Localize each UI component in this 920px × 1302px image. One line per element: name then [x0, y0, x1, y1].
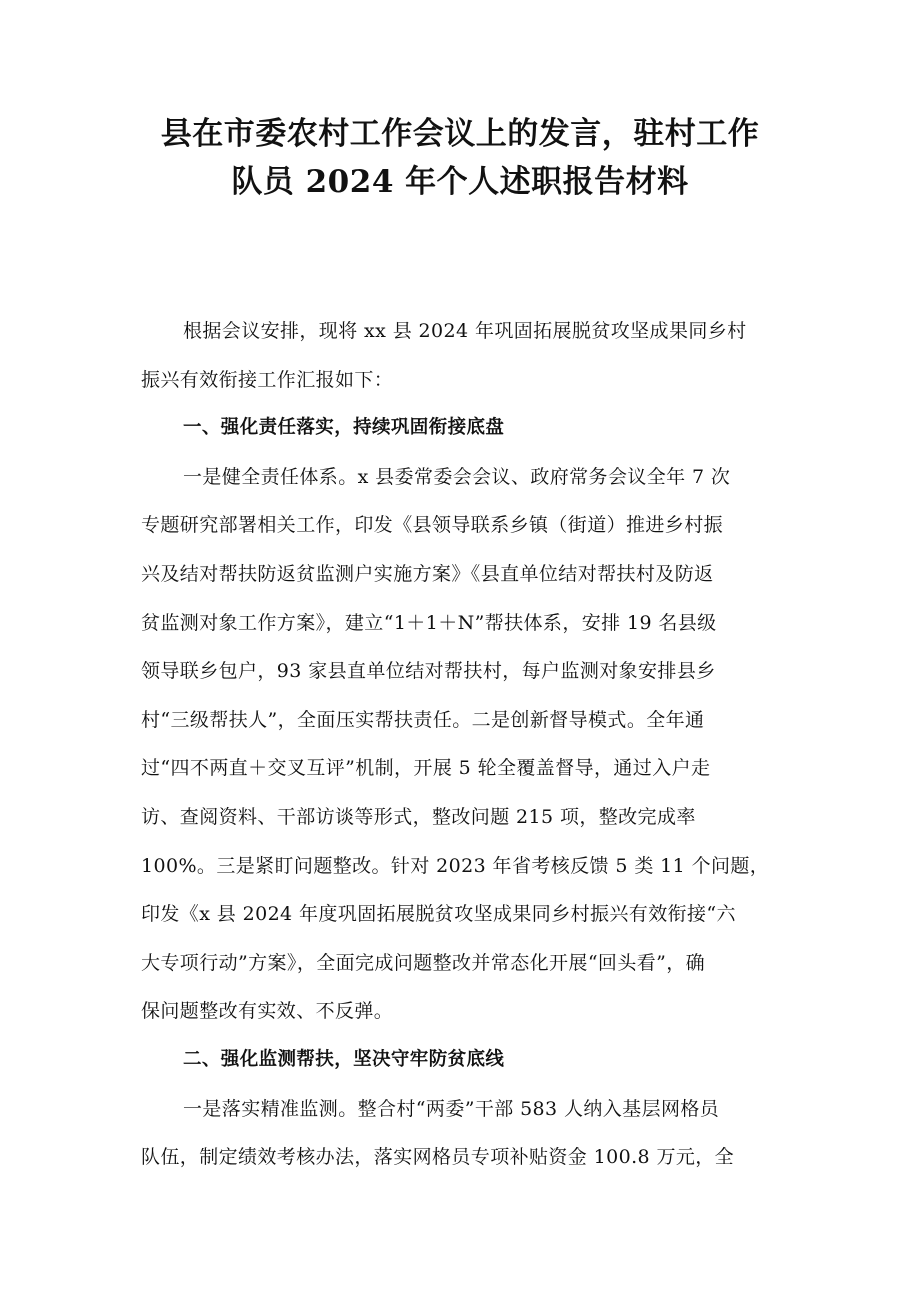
document-title — [100, 110, 820, 206]
title-line-1: 县在市委农村工作会议上的发言，驻村工作 — [160, 116, 760, 152]
text-line: 振兴有效衔接工作汇报如下： — [141, 368, 394, 391]
text-line: 兴及结对帮扶防返贫监测户实施方案》《县直单位结对帮扶村及防返 — [141, 562, 714, 585]
text-line: 一是落实精准监测。整合村“两委”干部 583 人纳入基层网格员 — [183, 1097, 720, 1120]
text-line: 100%。三是紧盯问题整改。针对 2023 年省考核反馈 5 类 11 个问题， — [141, 854, 770, 877]
text-line: 村“三级帮扶人”，全面压实帮扶责任。二是创新督导模式。全年通 — [141, 708, 705, 731]
section-heading: 一、强化责任落实，持续巩固衔接底盘 — [183, 417, 505, 439]
section-heading: 二、强化监测帮扶，坚决守牢防贫底线 — [183, 1048, 505, 1070]
text-line: 大专项行动”方案》，全面完成问题整改并常态化开展“回头看”，确 — [141, 951, 706, 974]
text-line: 领导联乡包户，93 家县直单位结对帮扶村，每户监测对象安排县乡 — [141, 660, 716, 683]
title-line-2: 队员 2024 年个人述职报告材料 — [231, 164, 689, 200]
text-line: 印发《x 县 2024 年度巩固拓展脱贫攻坚成果同乡村振兴有效衔接“六 — [141, 903, 736, 926]
text-line: 贫监测对象工作方案》，建立“1＋1＋N”帮扶体系，安排 19 名县级 — [141, 611, 717, 634]
text-line: 队伍，制定绩效考核办法，落实网格员专项补贴资金 100.8 万元，全 — [141, 1146, 735, 1169]
text-line: 访、查阅资料、干部访谈等形式，整改问题 215 项，整改完成率 — [141, 805, 696, 828]
text-line: 根据会议安排，现将 xx 县 2024 年巩固拓展脱贫攻坚成果同乡村 — [183, 320, 747, 342]
text-line: 专题研究部署相关工作，印发《县领导联系乡镇（街道）推进乡村振 — [141, 514, 724, 537]
text-line: 保问题整改有实效、不反弹。 — [141, 1000, 394, 1023]
text-line: 一是健全责任体系。x 县委常委会会议、政府常务会议全年 7 次 — [183, 465, 731, 488]
document-body — [141, 307, 781, 1182]
text-line: 过“四不两直＋交叉互评”机制，开展 5 轮全覆盖督导，通过入户走 — [141, 757, 711, 780]
